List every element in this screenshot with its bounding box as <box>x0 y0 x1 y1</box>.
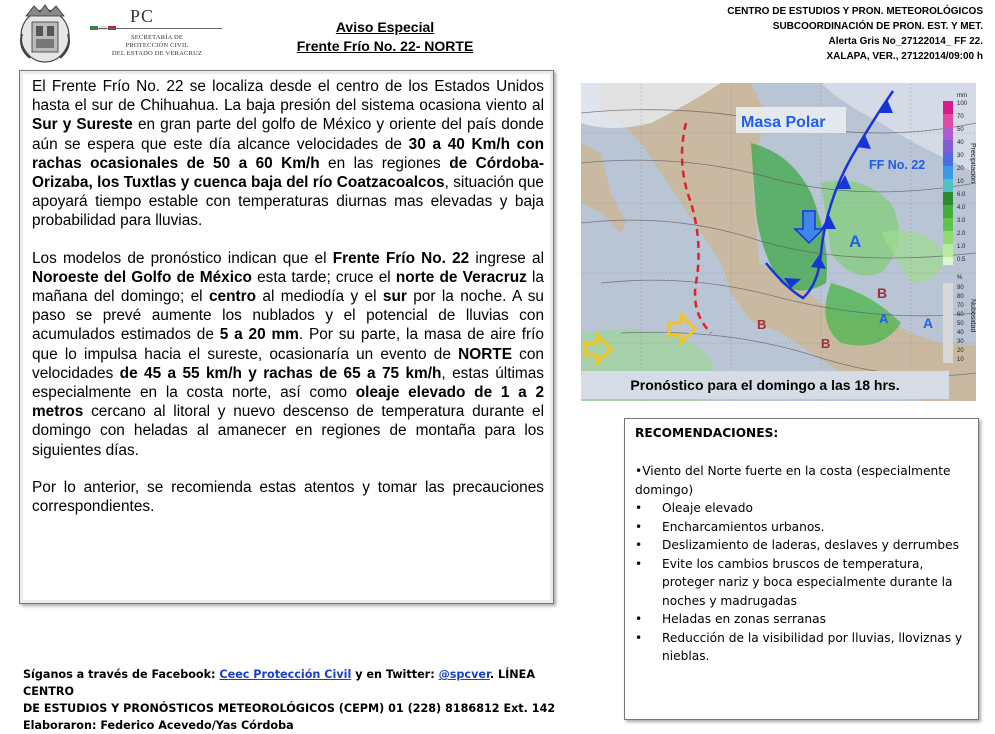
cloud-tick-8: 10 <box>957 357 964 363</box>
precip-legend <box>943 101 953 265</box>
title-line2: Frente Frío No. 22- NORTE <box>296 38 474 54</box>
logo-title: PC <box>130 6 155 26</box>
precip-title: Precipitación <box>969 143 976 184</box>
list-item: • Encharcamientos urbanos. <box>635 518 975 537</box>
map-caption: Pronóstico para el domingo a las 18 hrs. <box>581 371 949 399</box>
precip-tick-9: 3.0 <box>957 218 966 224</box>
logo-line3: DEL ESTADO DE VERACRUZ <box>111 50 203 57</box>
footer-contact: DE ESTUDIOS Y PRONÓSTICOS METEOROLÓGICOS (CEPM) 01 (228) 8186812 Ext. 142 <box>23 702 556 715</box>
forecast-paragraph-3: Por lo anterior, se recomienda estas atentos y tomar las precauciones correspondientes. <box>32 478 544 516</box>
footer-authors: Elaboraron: Federico Acevedo/Yas Córdoba <box>23 719 294 732</box>
issuer-line1: CENTRO DE ESTUDIOS Y PRON. METEOROLÓGICOS <box>727 6 983 17</box>
footer-line1-rest: . LÍNEA CENTRO <box>23 668 535 698</box>
cloud-tick-7: 20 <box>957 348 964 354</box>
front-label: FF No. 22 <box>869 158 926 172</box>
pressure-a-1: A <box>849 232 862 251</box>
pressure-b-2: B <box>757 317 767 332</box>
precip-tick-8: 4.0 <box>957 205 966 211</box>
facebook-link[interactable]: Ceec Protección Civil <box>219 668 352 681</box>
list-item: • Reducción de la visibilidad por lluvias, lloviznas y nieblas. <box>635 629 975 666</box>
precip-tick-7: 6.0 <box>957 192 966 198</box>
alert-id: Alerta Gris No_27122014_ FF 22. <box>828 36 983 47</box>
cloud-tick-2: 70 <box>957 303 964 309</box>
issuer-info <box>653 4 983 64</box>
logo-line2: PROTECCIÓN CIVIL <box>125 42 189 49</box>
pressure-a-3: A <box>923 315 934 331</box>
cloud-tick-5: 40 <box>957 330 964 336</box>
recommendations-intro: •Viento del Norte fuerte en la costa (especialmente domingo) <box>635 464 951 497</box>
proteccion-civil-logo <box>86 4 226 62</box>
forecast-paragraph-1: El Frente Frío No. 22 se localiza desde el centro de los Estados Unidos hasta el sur de Chihuahua. La baja presión del sistema ocasiona viento al Sur y Sureste en gran parte del golfo de México y oriente del país donde aún se espera que este día alcance velocidades de 30 a 40 Km/h con rachas ocasionales de 50 a 60 Km/h en las regiones de Córdoba-Orizaba, los Tuxtlas y cuenca baja del río Coatzacoalcos, situación que apoyará tiempo estable con temperaturas diurnas mas elevadas y baja probabilidad para lluvias. <box>32 78 544 230</box>
recommendations-title: RECOMENDACIONES: <box>635 426 779 440</box>
recommendations-panel <box>624 418 979 720</box>
precip-tick-12: 0.5 <box>957 257 966 263</box>
precip-tick-2: 50 <box>957 127 964 133</box>
logo-line1: SECRETARÍA DE <box>130 34 184 41</box>
precip-unit: mm <box>957 93 967 99</box>
pressure-a-2: A <box>879 311 889 326</box>
title-line1: Aviso Especial <box>335 19 435 35</box>
precip-tick-1: 70 <box>957 114 964 120</box>
cloud-tick-3: 60 <box>957 312 964 318</box>
cloud-tick-0: 90 <box>957 285 964 291</box>
list-item: • Evite los cambios bruscos de temperatura, proteger nariz y boca especialmente durante la noches y madrugadas <box>635 555 975 611</box>
issuer-line2: SUBCOORDINACIÓN DE PRON. EST. Y MET. <box>772 21 983 32</box>
precip-tick-4: 30 <box>957 153 964 159</box>
forecast-paragraph-2: Los modelos de pronóstico indican que el Frente Frío No. 22 ingrese al Noroeste del Golfo de México esta tarde; cruce el norte de Veracruz la mañana del domingo; el centro al mediodía y el sur por la noche. A su paso se prevé aumente los nublados y el potencial de lluvias con acumulados estimados de 5 a 20 mm. Por su parte, la masa de aire frío que lo impulsa hacia el sureste, ocasionaría un evento de NORTE con velocidades de 45 a 55 km/h y rachas de 65 a 75 km/h, estas últimas especialmente en la costa norte, así como oleaje elevado de 1 a 2 metros cercano al litoral y nuevo descenso de temperatura durante el domingo con heladas al amanecer en regiones de montaña para los siguientes días. <box>32 249 545 459</box>
precip-tick-3: 40 <box>957 140 964 146</box>
list-item: • Oleaje elevado <box>635 499 975 518</box>
veracruz-seal-icon <box>12 4 78 64</box>
precip-tick-0: 100 <box>957 101 968 107</box>
page-title <box>260 18 510 56</box>
list-item: • Deslizamiento de laderas, deslaves y derrumbes <box>635 536 975 555</box>
precip-tick-5: 20 <box>957 166 964 172</box>
issue-datetime: XALAPA, VER., 27122014/09:00 h <box>826 51 983 62</box>
cloud-tick-1: 80 <box>957 294 964 300</box>
polar-mass-label: Masa Polar <box>741 114 826 131</box>
cloud-title: Nubosidad <box>969 299 976 333</box>
follow-prefix: Síganos a través de Facebook: <box>23 668 220 681</box>
forecast-text-panel <box>19 70 554 604</box>
pressure-b-3: B <box>821 336 831 351</box>
list-item: • Heladas en zonas serranas <box>635 610 975 629</box>
recommendations-list <box>635 499 975 666</box>
cloud-tick-4: 50 <box>957 321 964 327</box>
cloud-unit: % <box>957 275 963 281</box>
footer <box>23 666 583 734</box>
precip-tick-11: 1.0 <box>957 244 966 250</box>
cloud-legend <box>943 283 953 363</box>
precip-tick-10: 2.0 <box>957 231 966 237</box>
twitter-prefix: y en Twitter: <box>351 668 439 681</box>
twitter-link[interactable]: @spcver <box>438 668 490 681</box>
forecast-map <box>581 83 976 401</box>
cloud-tick-6: 30 <box>957 339 964 345</box>
pressure-b-1: B <box>877 285 888 301</box>
precip-tick-6: 10 <box>957 179 964 185</box>
